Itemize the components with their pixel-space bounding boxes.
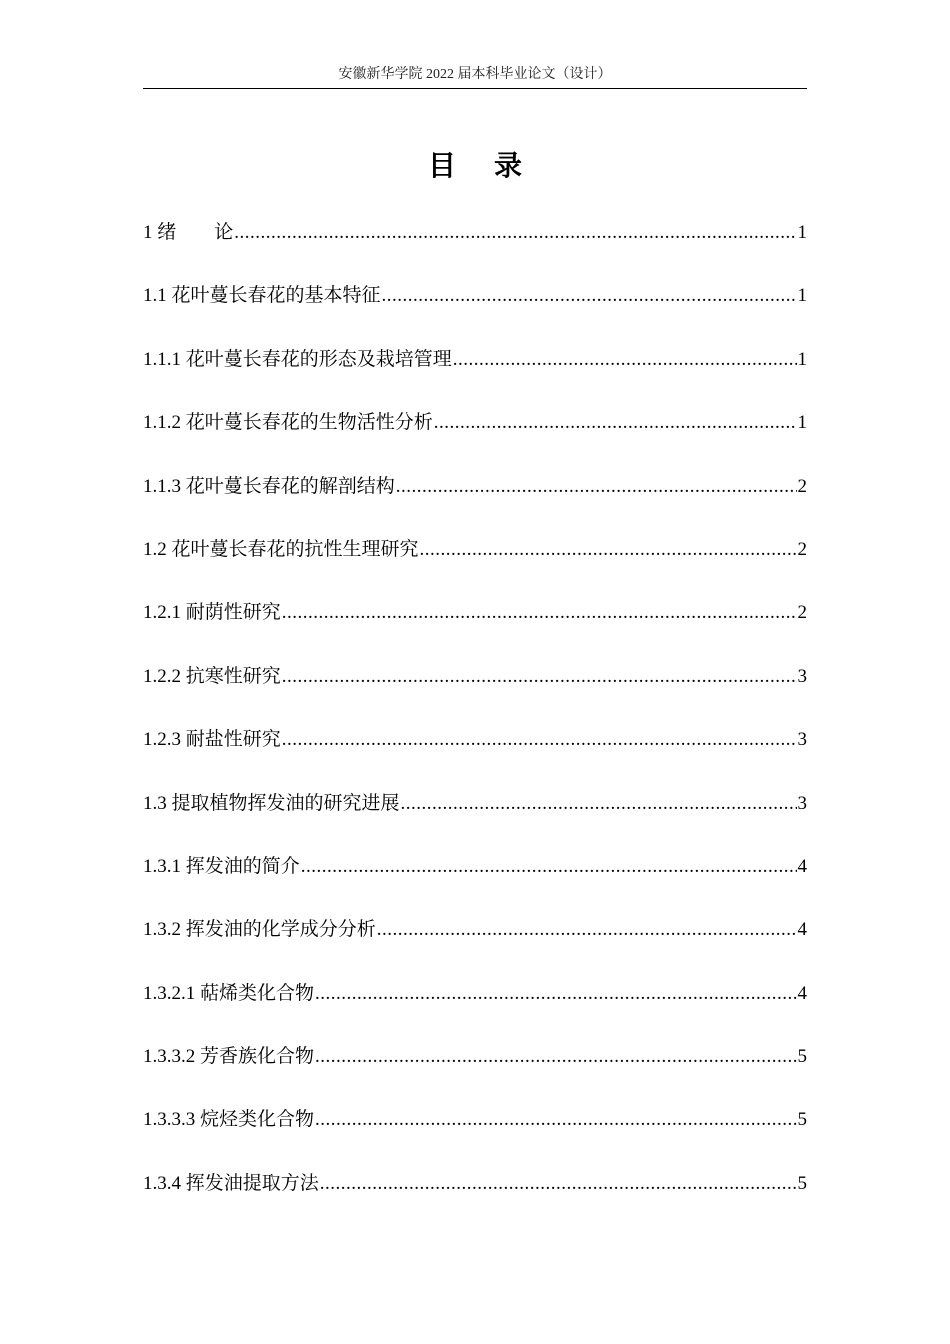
- toc-dot-leader: [420, 533, 797, 567]
- toc-entry-label[interactable]: 1.1 花叶蔓长春花的基本特征: [143, 285, 381, 307]
- toc-dot-leader: [396, 470, 797, 504]
- toc-entry-page-number: 4: [797, 982, 807, 1004]
- toc-entry[interactable]: [143, 850, 807, 913]
- toc-dot-leader: [315, 1103, 796, 1137]
- toc-title: 目录: [427, 149, 560, 182]
- toc-dot-leader: [282, 660, 797, 694]
- toc-entry[interactable]: [143, 1040, 807, 1103]
- toc-entry[interactable]: [143, 977, 807, 1040]
- toc-entry-page-number: 1: [797, 285, 807, 307]
- toc-entry-page-number: 2: [797, 538, 807, 560]
- toc-entry-page-number: 4: [797, 919, 807, 941]
- toc-dot-leader: [315, 977, 796, 1011]
- toc-entry-page-number: 5: [797, 1046, 807, 1068]
- toc-entry-label[interactable]: 1.2.2 抗寒性研究: [143, 665, 281, 687]
- toc-entry-page-number: 2: [797, 475, 807, 497]
- toc-entry-page-number: 3: [797, 729, 807, 751]
- toc-dot-leader: [382, 279, 797, 313]
- toc-entry-label[interactable]: 1.1.2 花叶蔓长春花的生物活性分析: [143, 412, 433, 434]
- toc-entry-label[interactable]: 1.2.1 耐荫性研究: [143, 602, 281, 624]
- toc-dot-leader: [234, 216, 796, 250]
- toc-entry-page-number: 1: [797, 348, 807, 370]
- toc-dot-leader: [282, 596, 797, 630]
- toc-entry[interactable]: [143, 343, 807, 406]
- toc-entry-label[interactable]: 1.3.3.2 芳香族化合物: [143, 1046, 315, 1068]
- toc-entry-page-number: 4: [797, 855, 807, 877]
- table-of-contents: [143, 216, 807, 1230]
- toc-entry[interactable]: [143, 660, 807, 723]
- toc-entry[interactable]: [143, 913, 807, 976]
- toc-dot-leader: [434, 406, 797, 440]
- toc-entry-label[interactable]: 1.2.3 耐盐性研究: [143, 729, 281, 751]
- toc-entry-label[interactable]: 1.3 提取植物挥发油的研究进展: [143, 792, 400, 814]
- toc-entry[interactable]: [143, 596, 807, 659]
- toc-entry-label[interactable]: 1.3.1 挥发油的简介: [143, 855, 300, 877]
- toc-entry-label[interactable]: 1.3.2 挥发油的化学成分分析: [143, 919, 376, 941]
- toc-entry-page-number: 1: [797, 222, 807, 243]
- toc-dot-leader: [377, 913, 797, 947]
- page-header: [143, 66, 807, 89]
- toc-dot-leader: [320, 1167, 797, 1201]
- toc-entry[interactable]: [143, 406, 807, 469]
- toc-entry-label[interactable]: 1 绪 论: [143, 222, 234, 243]
- toc-entry[interactable]: [143, 470, 807, 533]
- header-text: 安徽新华学院 2022 届本科毕业论文（设计）: [338, 67, 612, 82]
- toc-entry[interactable]: [143, 1167, 807, 1230]
- toc-dot-leader: [282, 723, 797, 757]
- toc-dot-leader: [453, 343, 797, 377]
- toc-dot-leader: [401, 787, 797, 821]
- toc-entry[interactable]: [143, 723, 807, 786]
- toc-entry-page-number: 5: [797, 1172, 807, 1194]
- toc-dot-leader: [315, 1040, 796, 1074]
- toc-entry-label[interactable]: 1.1.3 花叶蔓长春花的解剖结构: [143, 475, 395, 497]
- toc-dot-leader: [301, 850, 797, 884]
- toc-entry[interactable]: [143, 1103, 807, 1166]
- toc-entry-label[interactable]: 1.1.1 花叶蔓长春花的形态及栽培管理: [143, 348, 452, 370]
- toc-entry[interactable]: [143, 533, 807, 596]
- toc-entry-page-number: 5: [797, 1109, 807, 1131]
- toc-entry-page-number: 1: [797, 412, 807, 434]
- toc-entry-label[interactable]: 1.3.2.1 萜烯类化合物: [143, 982, 315, 1004]
- toc-entry-label[interactable]: 1.3.4 挥发油提取方法: [143, 1172, 319, 1194]
- toc-entry-page-number: 3: [797, 792, 807, 814]
- toc-entry[interactable]: [143, 216, 807, 279]
- toc-entry-label[interactable]: 1.3.3.3 烷烃类化合物: [143, 1109, 315, 1131]
- toc-entry[interactable]: [143, 787, 807, 850]
- toc-entry-label[interactable]: 1.2 花叶蔓长春花的抗性生理研究: [143, 538, 419, 560]
- toc-entry[interactable]: [143, 279, 807, 342]
- toc-entry-page-number: 3: [797, 665, 807, 687]
- toc-entry-page-number: 2: [797, 602, 807, 624]
